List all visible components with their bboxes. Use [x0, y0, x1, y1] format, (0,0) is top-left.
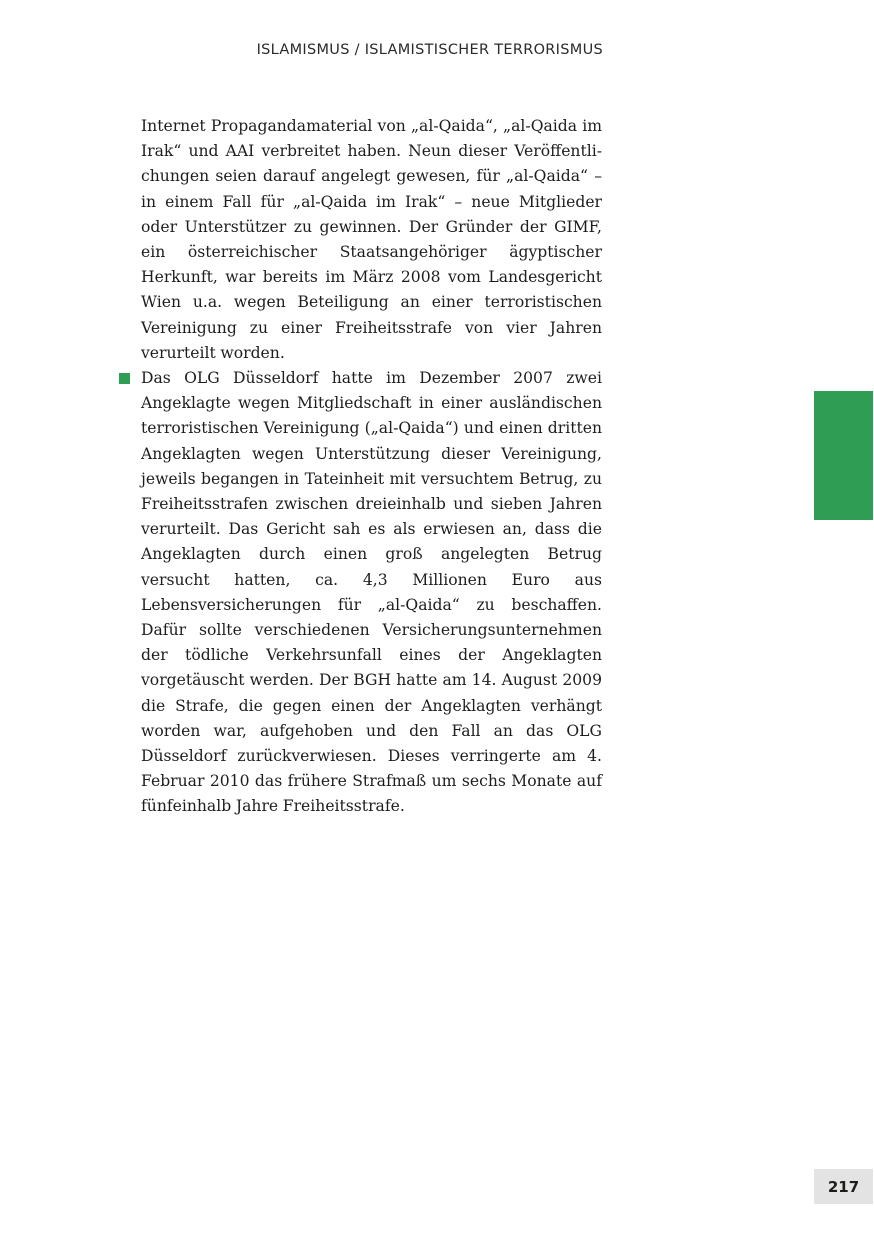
green-square-bullet-icon	[119, 373, 130, 384]
paragraph-continuation: Internet Propagandamaterial von „al-Qaida“, „al-Qaida im Irak“ und AAI verbreitet haben. Neun dieser Veröffentlichungen seien darauf angelegt gewesen, für „al-Qaida“ – in einem Fall für „al-Qaida im Irak“ – neue Mitglieder oder Unterstützer zu gewinnen. Der Gründer der GIMF, ein österreichischer Staatsangehöriger ägyptischer Herkunft, war bereits im März 2008 vom Landesgericht Wien u.a. wegen Beteiligung an einer terroristischen Vereinigung zu einer Freiheitsstrafe von vier Jahren verurteilt worden.	[141, 117, 602, 362]
running-header: ISLAMISMUS / ISLAMISTISCHER TERRORISMUS	[256, 42, 603, 58]
paragraph-bullet: Das OLG Düsseldorf hatte im Dezember 2007 zwei Angeklagte wegen Mitgliedschaft in einer ausländischen terroristischen Vereinigung („al-Qaida“) und einen dritten Angeklagten wegen Unterstützung dieser Vereinigung, jeweils begangen in Tateinheit mit versuchtem Betrug, zu Freiheitsstrafen zwischen dreieinhalb und sieben Jahren verurteilt. Das Gericht sah es als erwiesen an, dass die Angeklagten durch einen groß angelegten Betrug versucht hatten, ca. 4,3 Millionen Euro aus Lebensversicherungen für „al-Qaida“ zu beschaffen. Dafür sollte verschiedenen Versicherungsunternehmen der tödliche Verkehrsunfall eines der Angeklagten vorgetäuscht werden. Der BGH hatte am 14. August 2009 die Strafe, die gegen einen der Angeklagten verhängt worden war, aufgehoben und den Fall an das OLG Düsseldorf zurückverwiesen. Dieses verringerte am 4. Februar 2010 das frühere Strafmaß um sechs Monate auf fünfeinhalb Jahre Freiheitsstrafe.	[141, 369, 602, 816]
body-text	[141, 114, 602, 820]
bullet-item	[141, 366, 602, 820]
page-number-box	[814, 1169, 873, 1204]
page-number: 217	[827, 1177, 860, 1196]
chapter-side-tab	[814, 391, 873, 520]
